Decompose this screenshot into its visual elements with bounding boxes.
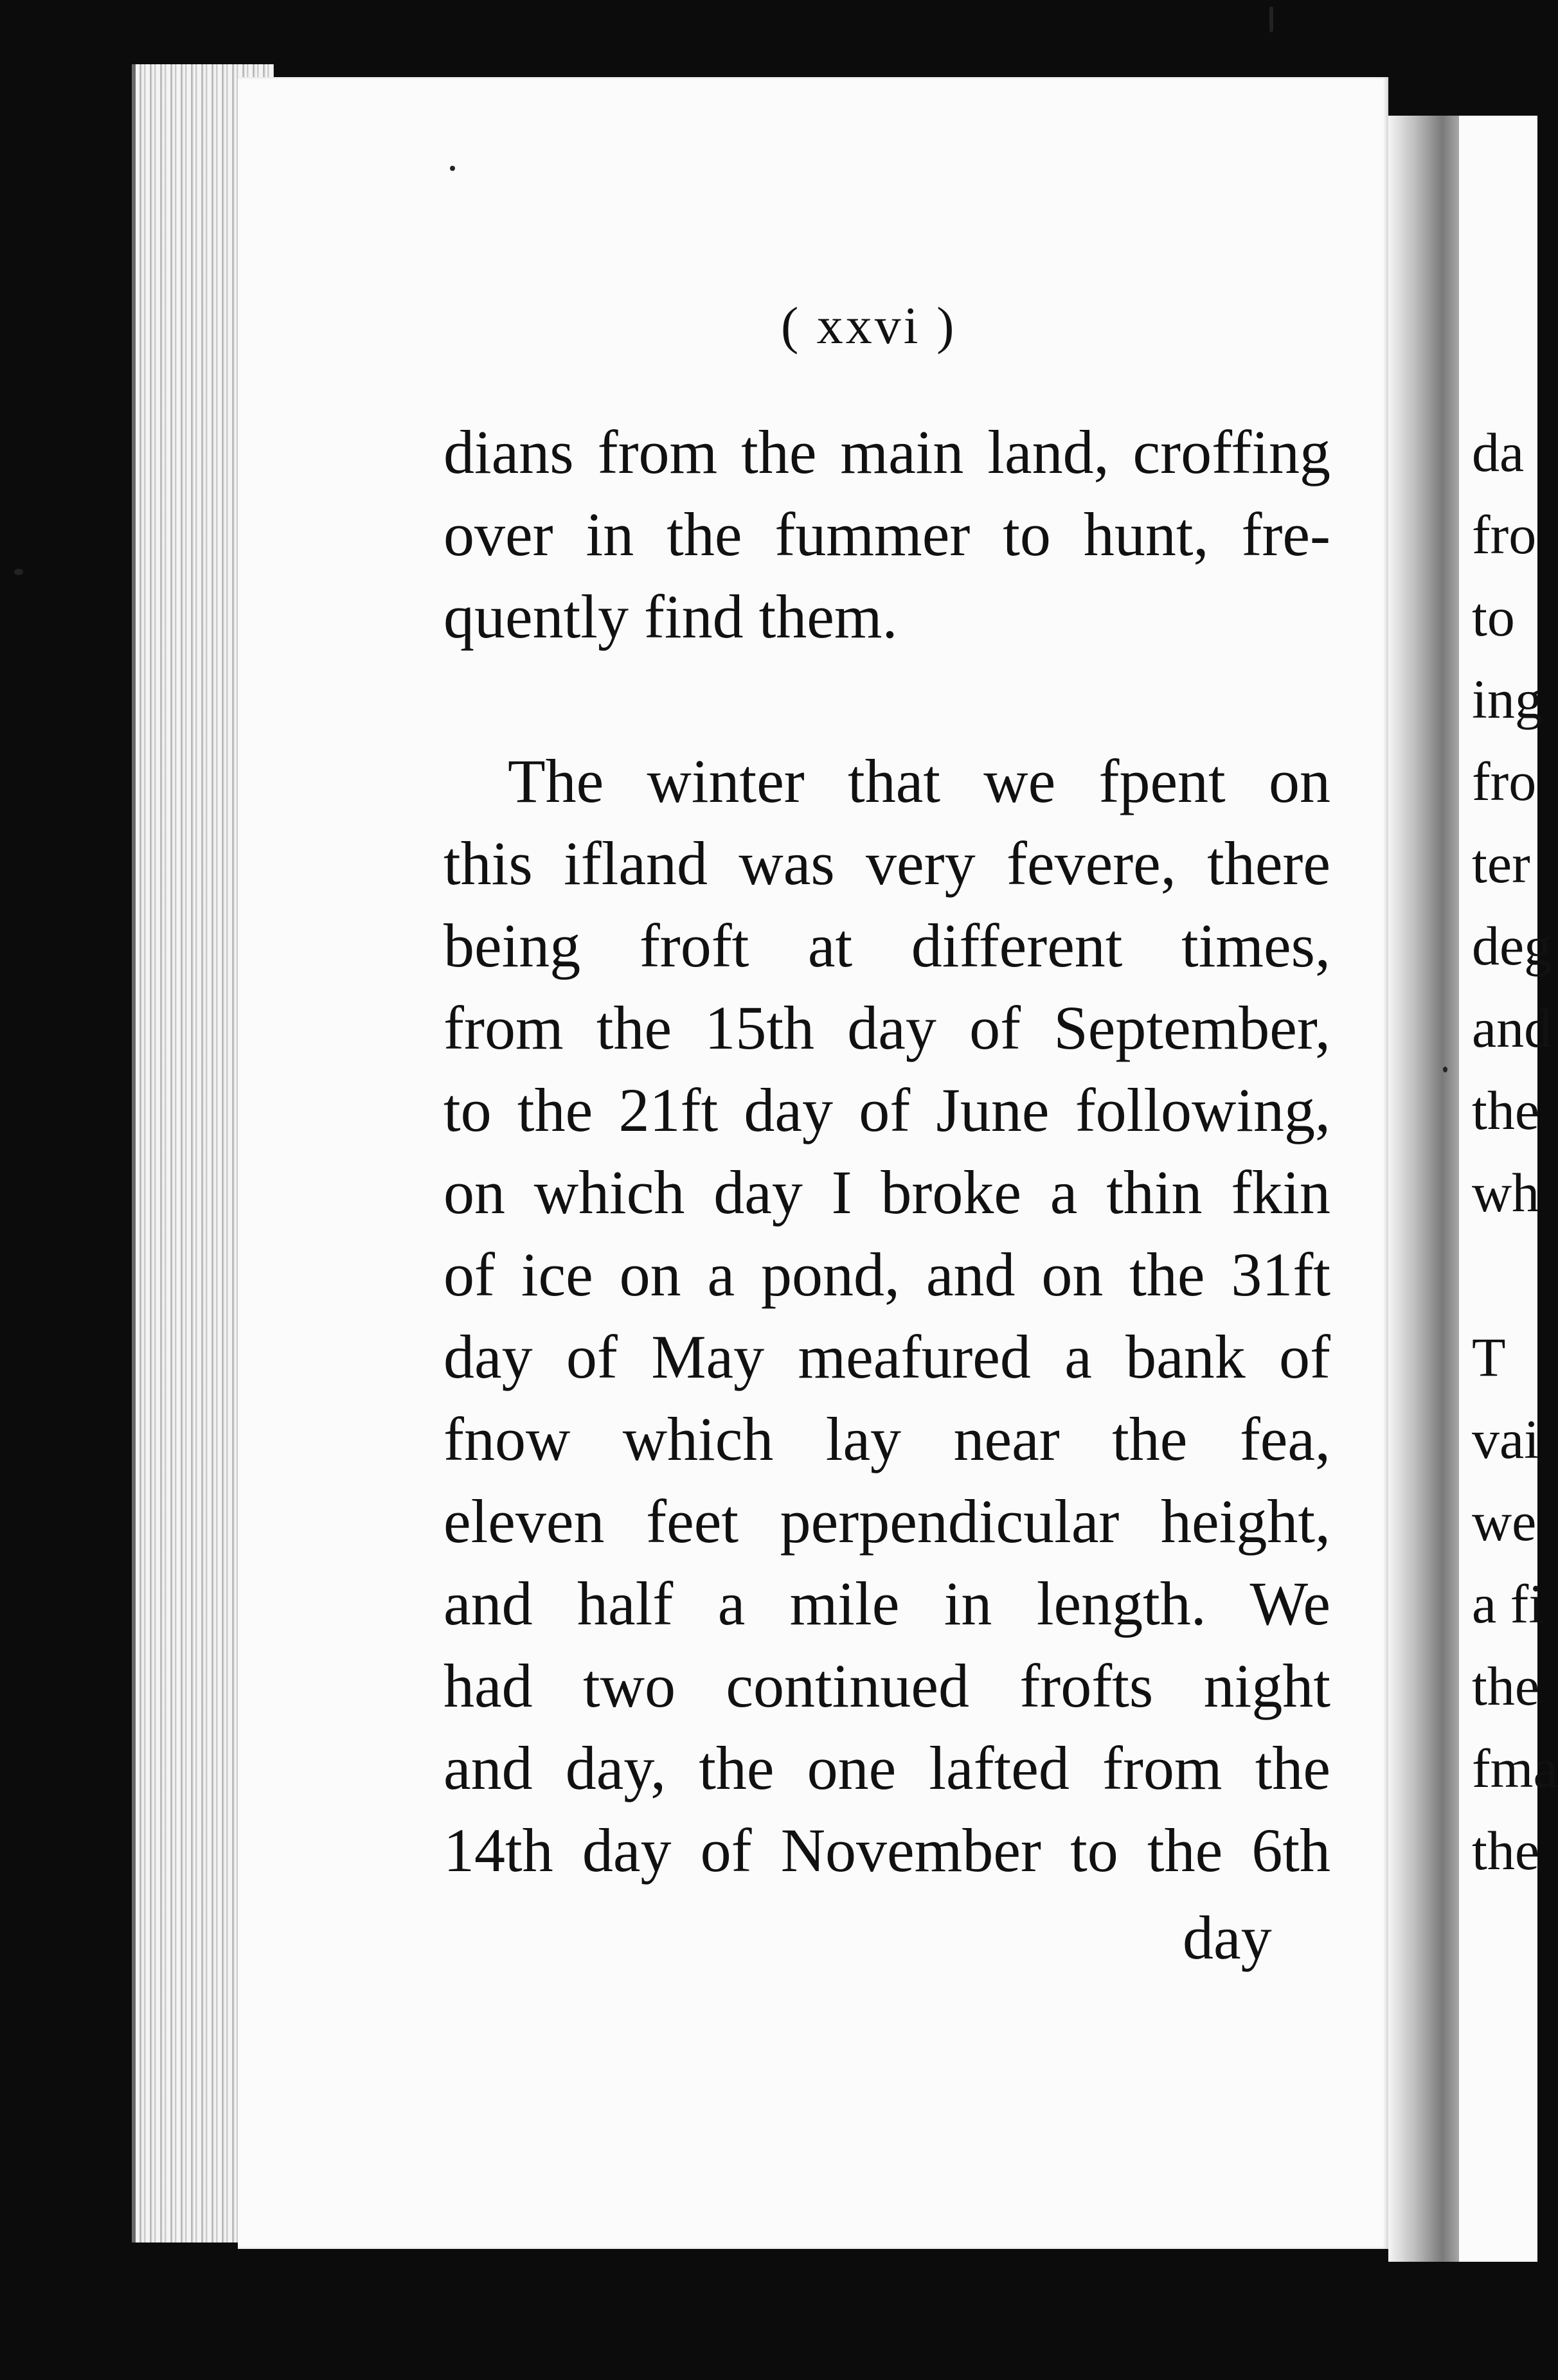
- text-line: The winter that we fpent on: [508, 747, 1330, 815]
- page-number: ( xxvi ): [781, 296, 957, 355]
- text-line: on which day I broke a thin fkin: [443, 1158, 1330, 1227]
- left-page-text: [443, 411, 1330, 1892]
- fragment-line: we: [1472, 1491, 1537, 1552]
- fragment-line: wh: [1472, 1162, 1540, 1223]
- fragment-line: the: [1472, 1820, 1540, 1881]
- fragment-line: the: [1472, 1655, 1540, 1717]
- text-line: over in the fummer to hunt, fre-: [443, 500, 1330, 569]
- text-line: had two continued frofts night: [443, 1651, 1330, 1720]
- fragment-line: T: [1472, 1326, 1506, 1388]
- text-line: day of May meafured a bank of: [443, 1322, 1330, 1391]
- paragraph-gap: [443, 658, 1330, 740]
- fragment-line: fro: [1472, 750, 1537, 812]
- text-line: eleven feet perpendicular height,: [443, 1487, 1330, 1556]
- book-gutter: [1388, 116, 1465, 2262]
- fragment-line: da: [1472, 422, 1525, 483]
- text-line: and day, the one lafted from the: [443, 1734, 1330, 1802]
- dust-speck: [14, 569, 23, 575]
- fragment-line: [1472, 1234, 1543, 1316]
- dust-speck: [1269, 6, 1273, 32]
- catchword: day: [1183, 1903, 1272, 1972]
- text-line: dians from the main land, croffing: [443, 418, 1330, 486]
- dust-speck: [450, 166, 455, 171]
- dust-speck: [1443, 1067, 1447, 1072]
- fragment-line: ter: [1472, 833, 1530, 894]
- fragment-line: and: [1472, 997, 1552, 1059]
- fragment-line: ing: [1472, 668, 1543, 730]
- text-line: being froft at different times,: [443, 911, 1330, 980]
- fragment-line: deg: [1472, 915, 1552, 977]
- fragment-line: the: [1472, 1079, 1540, 1141]
- fragment-line: to: [1472, 586, 1515, 648]
- text-line: 14th day of November to the 6th: [443, 1816, 1330, 1885]
- text-line: fnow which lay near the fea,: [443, 1405, 1330, 1473]
- fragment-line: fro: [1472, 504, 1537, 565]
- text-line: this ifland was very fevere, there: [443, 829, 1330, 898]
- text-line: of ice on a pond, and on the 31ft: [443, 1240, 1330, 1309]
- text-line: and half a mile in length. We: [443, 1569, 1330, 1638]
- text-line: from the 15th day of September,: [443, 993, 1330, 1062]
- text-line: to the 21ft day of June following,: [443, 1076, 1330, 1144]
- fragment-line: fma: [1472, 1737, 1558, 1799]
- right-page-text-fragments: [1472, 411, 1558, 1892]
- fragment-line: vai: [1472, 1408, 1540, 1470]
- text-line: quently find them.: [443, 582, 898, 651]
- fragment-line: a fi: [1472, 1573, 1545, 1635]
